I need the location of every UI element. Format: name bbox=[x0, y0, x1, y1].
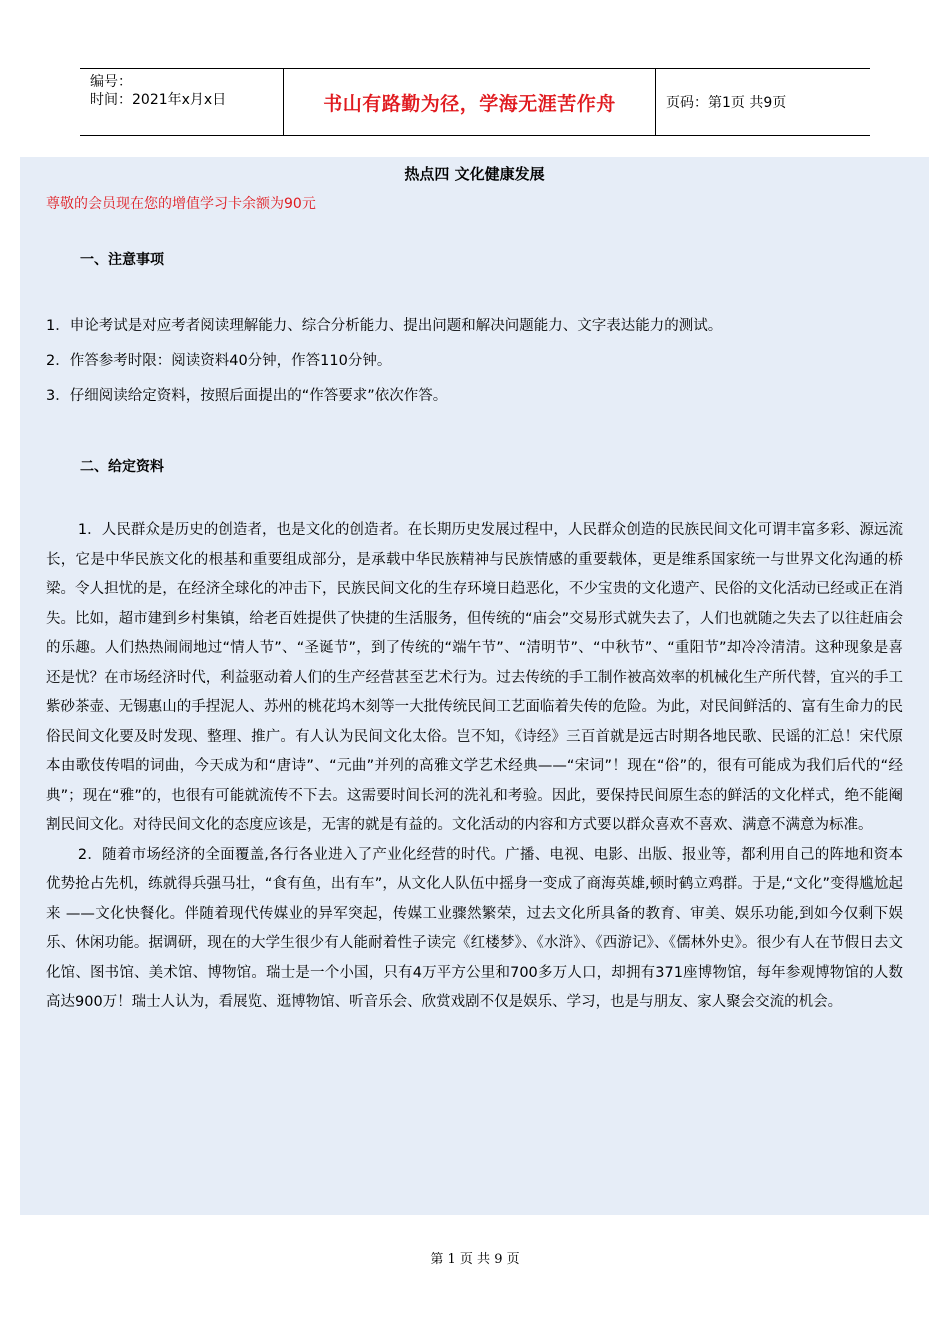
doc-number-label: 编号： bbox=[90, 74, 132, 90]
list-item: 3．仔细阅读给定资料，按照后面提出的“作答要求”依次作答。 bbox=[46, 388, 448, 404]
doc-title: 热点四 文化健康发展 bbox=[404, 165, 545, 183]
list-item: 2．作答参考时限：阅读资料40分钟，作答110分钟。 bbox=[46, 353, 392, 369]
material-paragraph-2: 2．随着市场经济的全面覆盖,各行各业进入了产业化经营的时代。广播、电视、电影、出版、报业等，都利用自己的阵地和资本优势抢占先机，练就得兵强马壮，“食有鱼，出有车”，从文化人队伍中摇身一变成了商海英雄,顿时鹤立鸡群。于是,“文化”变得尴尬起来 ——文化快餐化。伴随着现代传媒业的异军突起，传媒工业骤然繁荣，过去文化所具备的教育、审美、娱乐功能,到如今仅剩下娱乐、休闲功能。据调研，现在的大学生很少有人能耐着性子读完《红楼梦》、《水浒》、《西游记》、《儒林外史》。很少有人在节假日去文化馆、图书馆、美术馆、博物馆。瑞士是一个小国，只有4万平方公里和700多万人口，却拥有371座博物馆，每年参观博物馆的人数高达900万！瑞士人认为，看展览、逛博物馆、听音乐会、欣赏戏剧不仅是娱乐、学习，也是与朋友、家人聚会交流的机会。 bbox=[46, 846, 903, 1010]
section-heading-notes: 一、注意事项 bbox=[80, 252, 164, 268]
notes-list bbox=[46, 309, 903, 414]
page-header bbox=[80, 68, 870, 136]
member-notice: 尊敬的会员现在您的增值学习卡余额为90元 bbox=[46, 196, 316, 212]
header-meta bbox=[80, 69, 283, 135]
page-footer: 第 1 页 共 9 页 bbox=[430, 1252, 520, 1267]
document-body bbox=[20, 157, 929, 1215]
list-item: 1．申论考试是对应考者阅读理解能力、综合分析能力、提出问题和解决问题能力、文字表达能力的测试。 bbox=[46, 318, 723, 334]
header-page-info: 页码：第1页 共9页 bbox=[666, 95, 787, 111]
header-motto: 书山有路勤为径，学海无涯苦作舟 bbox=[283, 69, 656, 135]
material-paragraph-1: 1．人民群众是历史的创造者，也是文化的创造者。在长期历史发展过程中，人民群众创造的民族民间文化可谓丰富多彩、源远流长，它是中华民族文化的根基和重要组成部分，是承载中华民族精神与民族情感的重要载体，更是维系国家统一与世界文化沟通的桥梁。令人担忧的是，在经济全球化的冲击下，民族民间文化的生存环境日趋恶化，不少宝贵的文化遗产、民俗的文化活动已经或正在消失。比如，超市建到乡村集镇，给老百姓提供了快捷的生活服务，但传统的“庙会”交易形式就失去了，人们也就随之失去了以往赶庙会的乐趣。人们热热闹闹地过“情人节”、“圣诞节”，到了传统的“端午节”、“清明节”、“中秋节”、“重阳节”却冷冷清清。这种现象是喜还是忧？在市场经济时代，利益驱动着人们的生产经营甚至艺术行为。过去传统的手工制作被高效率的机械化生产所代替，宜兴的手工紫砂茶壶、无锡惠山的手捏泥人、苏州的桃花坞木刻等一大批传统民间工艺面临着失传的危险。为此，对民间鲜活的、富有生命力的民俗民间文化要及时发现、整理、推广。有人认为民间文化太俗。岂不知，《诗经》三百首就是远古时期各地民歌、民谣的汇总！宋代原本由歌伎传唱的词曲，今天成为和“唐诗”、“元曲”并列的高雅文学艺术经典——“宋词”！现在“俗”的，很有可能成为我们后代的“经典”；现在“雅”的，也很有可能就流传不下去。这需要时间长河的洗礼和考验。因此，要保持民间原生态的鲜活的文化样式，绝不能阉割民间文化。对待民间文化的态度应该是，无害的就是有益的。文化活动的内容和方式要以群众喜欢不喜欢、满意不满意为标准。 bbox=[46, 522, 903, 833]
section-heading-materials: 二、给定资料 bbox=[80, 459, 164, 475]
doc-date-label: 时间：2021年x月x日 bbox=[90, 92, 227, 108]
